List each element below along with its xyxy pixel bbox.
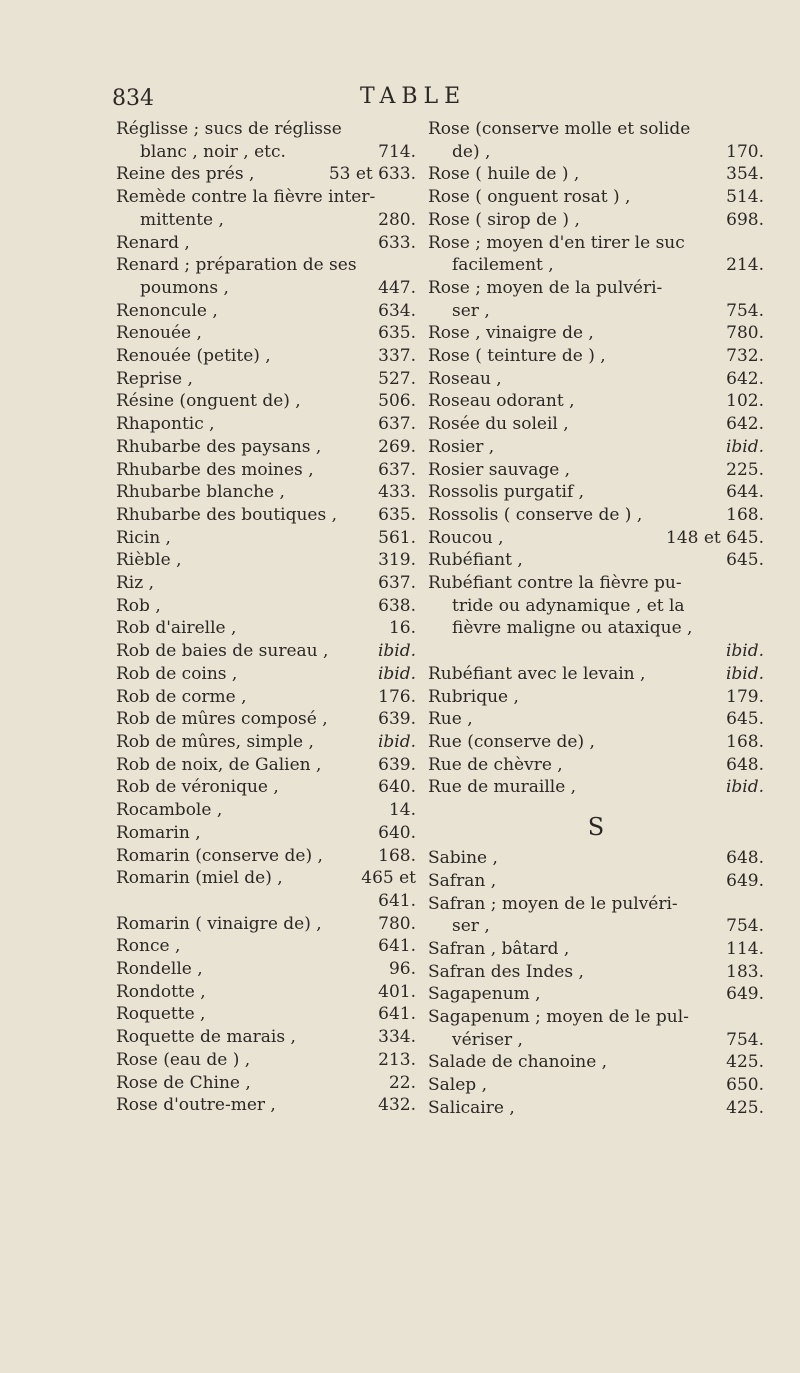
- index-entry: [116, 504, 416, 527]
- index-entry: [116, 368, 416, 391]
- entry-continuation: mittente ,: [140, 209, 224, 230]
- index-entry: [428, 436, 764, 459]
- index-entry: [116, 1094, 416, 1117]
- entry-heading: Roquette de marais ,: [116, 1027, 296, 1048]
- index-entry: [116, 935, 416, 958]
- entry-heading: Safran ,: [428, 870, 497, 891]
- page-reference: 183.: [726, 961, 764, 982]
- index-entry: [116, 867, 416, 912]
- page-reference: 633.: [378, 232, 416, 253]
- entry-heading: Reine des prés ,: [116, 164, 255, 185]
- entry-heading: Rubéfiant avec le levain ,: [428, 663, 646, 684]
- entry-continuation: fièvre maligne ou ataxique ,: [452, 618, 693, 639]
- index-entry: [428, 232, 764, 277]
- index-entry: [428, 870, 764, 893]
- entry-heading: Rose ; moyen de la pulvéri-: [428, 277, 663, 298]
- index-entry: [428, 504, 764, 527]
- entry-heading: Réglisse ; sucs de réglisse: [116, 119, 342, 139]
- index-section-s: [428, 847, 764, 1119]
- index-entry: [116, 1072, 416, 1095]
- index-entry: [428, 322, 764, 345]
- entry-heading: Rob de mûres, simple ,: [116, 731, 314, 752]
- index-entry: [428, 1074, 764, 1097]
- index-entry: [428, 527, 764, 550]
- page-reference: 641.: [378, 890, 416, 911]
- entry-continuation: poumons ,: [140, 277, 229, 298]
- page-reference: 401.: [378, 981, 416, 1002]
- page-reference: 114.: [726, 938, 764, 959]
- entry-heading: Rhubarbe blanche ,: [116, 482, 285, 503]
- page-reference: 16.: [388, 618, 416, 639]
- entry-continuation: [428, 640, 764, 663]
- index-entry: [116, 345, 416, 368]
- entry-heading: Renouée ,: [116, 323, 202, 344]
- index-column-right: [428, 118, 764, 1120]
- entry-heading: Salade de chanoine ,: [428, 1052, 608, 1073]
- page-reference: 635.: [378, 504, 416, 525]
- entry-heading: Rose ( sirop de ) ,: [428, 209, 580, 230]
- entry-heading: Salicaire ,: [428, 1097, 515, 1118]
- entry-heading: Rossolis ( conserve de ) ,: [428, 504, 643, 525]
- index-entry: [428, 686, 764, 709]
- entry-heading: Rondelle ,: [116, 959, 203, 980]
- entry-heading: Rubéfiant ,: [428, 550, 523, 571]
- index-entry: [116, 981, 416, 1004]
- index-entry: [428, 209, 764, 232]
- index-entry: [116, 459, 416, 482]
- index-entry: [116, 640, 416, 663]
- page-reference: 641.: [378, 936, 416, 957]
- entry-continuation: facilement ,: [452, 255, 554, 276]
- entry-heading: Sagapenum ; moyen de le pul-: [428, 1007, 689, 1028]
- page-reference: 225.: [726, 459, 764, 480]
- page-reference: 639.: [378, 709, 416, 730]
- index-column-left: [116, 118, 416, 1117]
- page-reference: 354.: [726, 164, 764, 185]
- page-reference: 96.: [388, 959, 416, 980]
- index-entry: [428, 163, 764, 186]
- entry-heading: Renard ; préparation de ses: [116, 255, 357, 276]
- page-reference: 168.: [726, 731, 764, 752]
- index-entry: [116, 686, 416, 709]
- entry-heading: Rose ( teinture de ) ,: [428, 346, 606, 367]
- entry-heading: Romarin (conserve de) ,: [116, 845, 323, 866]
- entry-heading: Rob ,: [116, 595, 161, 616]
- page-reference: 447.: [378, 277, 416, 298]
- page-reference: 334.: [378, 1027, 416, 1048]
- entry-heading: Roucou ,: [428, 527, 504, 548]
- entry-heading: Rondotte ,: [116, 981, 206, 1002]
- page-reference: ibid.: [725, 777, 764, 798]
- page-reference: 22.: [388, 1072, 416, 1093]
- entry-heading: Rose (conserve molle et solide: [428, 119, 691, 139]
- entry-heading: Rhubarbe des moines ,: [116, 459, 314, 480]
- page-reference: 641.: [378, 1004, 416, 1025]
- index-entry: [116, 572, 416, 595]
- entry-heading: Rose de Chine ,: [116, 1072, 251, 1093]
- page-reference: 168.: [378, 845, 416, 866]
- index-entry: [116, 1003, 416, 1026]
- entry-heading: Sabine ,: [428, 848, 498, 869]
- entry-heading: Rhapontic ,: [116, 414, 215, 435]
- index-entry: [116, 436, 416, 459]
- entry-heading: Résine (onguent de) ,: [116, 391, 301, 412]
- page-reference: 170.: [726, 141, 764, 162]
- index-entry: [116, 913, 416, 936]
- index-entry: [116, 776, 416, 799]
- index-entry: [116, 549, 416, 572]
- entry-heading: Rue (conserve de) ,: [428, 731, 595, 752]
- page-reference: 637.: [378, 414, 416, 435]
- index-entry: [116, 845, 416, 868]
- index-entry: [428, 847, 764, 870]
- entry-continuation: de) ,: [452, 141, 491, 162]
- entry-continuation: blanc , noir , etc.: [140, 141, 286, 162]
- index-entry: [116, 617, 416, 640]
- section-letter: S: [587, 813, 605, 842]
- entry-continuation: tride ou adynamique , et la: [452, 595, 685, 616]
- page-reference: 649.: [726, 984, 764, 1005]
- entry-heading: Rose , vinaigre de ,: [428, 323, 594, 344]
- page-reference: 754.: [726, 300, 764, 321]
- page-reference: ibid.: [725, 663, 764, 684]
- index-entry: [116, 186, 416, 231]
- index-entry: [428, 731, 764, 754]
- index-entry: [116, 731, 416, 754]
- index-entry: [116, 254, 416, 299]
- index-entry: [116, 754, 416, 777]
- page-reference: 506.: [378, 391, 416, 412]
- page-reference: 634.: [378, 300, 416, 321]
- index-entry: [428, 277, 764, 322]
- page-reference: 648.: [726, 754, 764, 775]
- index-entry: [116, 1026, 416, 1049]
- entry-heading: Sagapenum ,: [428, 984, 541, 1005]
- index-entry: [428, 776, 764, 799]
- index-entry: [116, 481, 416, 504]
- page-reference: 754.: [726, 1029, 764, 1050]
- entry-heading: Rocambole ,: [116, 800, 223, 821]
- entry-heading: Rob de baies de sureau ,: [116, 641, 329, 662]
- entry-heading: Rue de muraille ,: [428, 777, 577, 798]
- page-reference: 645.: [726, 709, 764, 730]
- entry-continuation: vériser ,: [452, 1029, 523, 1050]
- page-reference: ibid.: [725, 641, 764, 662]
- entry-heading: Rob de corme ,: [116, 686, 247, 707]
- index-entry: [428, 1006, 764, 1051]
- entry-heading: Reprise ,: [116, 368, 193, 389]
- page-reference: 732.: [726, 346, 764, 367]
- index-entry: [116, 958, 416, 981]
- page-reference: 650.: [726, 1075, 764, 1096]
- entry-heading: Rob de mûres composé ,: [116, 709, 328, 730]
- entry-heading: Rosier sauvage ,: [428, 459, 571, 480]
- page-reference: 102.: [726, 391, 764, 412]
- page-reference: 527.: [378, 368, 416, 389]
- page-reference: 319.: [378, 550, 416, 571]
- page-reference: 465 et: [361, 868, 416, 889]
- page-reference: 714.: [378, 141, 416, 162]
- index-entry: [428, 708, 764, 731]
- page-reference: 638.: [378, 595, 416, 616]
- index-entry: [428, 754, 764, 777]
- page-reference: 640.: [378, 822, 416, 843]
- entry-heading: Renoncule ,: [116, 300, 218, 321]
- page-reference: 213.: [378, 1049, 416, 1070]
- entry-heading: Ronce ,: [116, 936, 181, 957]
- page-reference: 642.: [726, 368, 764, 389]
- entry-heading: Roseau odorant ,: [428, 391, 575, 412]
- index-entry: [428, 459, 764, 482]
- page-reference: ibid.: [377, 663, 416, 684]
- page-reference: 425.: [726, 1052, 764, 1073]
- index-entry: [428, 118, 764, 163]
- page-reference: 425.: [726, 1097, 764, 1118]
- entry-heading: Rose ; moyen d'en tirer le suc: [428, 232, 685, 253]
- entry-heading: Safran ; moyen de le pulvéri-: [428, 893, 678, 914]
- index-entry: [428, 345, 764, 368]
- entry-heading: Renouée (petite) ,: [116, 346, 271, 367]
- entry-heading: Rossolis purgatif ,: [428, 482, 585, 503]
- page-reference: 280.: [378, 209, 416, 230]
- index-entry: [428, 413, 764, 436]
- page-reference: 269.: [378, 436, 416, 457]
- entry-heading: Rièble ,: [116, 550, 182, 571]
- page-reference: 561.: [378, 527, 416, 548]
- entry-heading: Rob d'airelle ,: [116, 618, 237, 639]
- page-reference: ibid.: [725, 436, 764, 457]
- index-entry: [428, 481, 764, 504]
- entry-continuation: ser ,: [452, 300, 490, 321]
- entry-heading: Safran , bâtard ,: [428, 938, 570, 959]
- entry-heading: Rosée du soleil ,: [428, 414, 569, 435]
- index-entry: [116, 595, 416, 618]
- page-reference: 179.: [726, 686, 764, 707]
- page-reference: 637.: [378, 459, 416, 480]
- page-number: 834: [112, 86, 154, 111]
- entry-heading: Rhubarbe des paysans ,: [116, 436, 322, 457]
- index-entry: [428, 368, 764, 391]
- page-reference: 176.: [378, 686, 416, 707]
- page-reference: 640.: [378, 777, 416, 798]
- page-reference: ibid.: [377, 731, 416, 752]
- page-reference: 639.: [378, 754, 416, 775]
- index-entry: [116, 322, 416, 345]
- entry-heading: Roquette ,: [116, 1004, 206, 1025]
- index-entry: [428, 549, 764, 572]
- page-reference: 635.: [378, 323, 416, 344]
- page-reference: 433.: [378, 482, 416, 503]
- page-reference: ibid.: [377, 641, 416, 662]
- entry-heading: Riz ,: [116, 573, 155, 594]
- page-reference: 645.: [726, 550, 764, 571]
- entry-heading: Rob de noix, de Galien ,: [116, 754, 322, 775]
- entry-heading: Rose ( huile de ) ,: [428, 164, 580, 185]
- index-entry: [428, 938, 764, 961]
- page-reference: 53 et 633.: [328, 164, 416, 185]
- page-reference: 14.: [388, 800, 416, 821]
- entry-heading: Safran des Indes ,: [428, 961, 584, 982]
- page-reference: 168.: [726, 504, 764, 525]
- page-reference: 337.: [378, 346, 416, 367]
- index-entry: [116, 413, 416, 436]
- entry-heading: Rosier ,: [428, 436, 495, 457]
- index-entry: [116, 118, 416, 163]
- index-entry: [428, 983, 764, 1006]
- page-reference: 648.: [726, 848, 764, 869]
- index-entry: [116, 163, 416, 186]
- index-entry: [116, 390, 416, 413]
- page-reference: 432.: [378, 1095, 416, 1116]
- entry-continuation: ser ,: [452, 916, 490, 937]
- entry-heading: Rob de coins ,: [116, 663, 238, 684]
- index-entry: [116, 527, 416, 550]
- index-entry: [428, 1051, 764, 1074]
- index-section-r: [428, 118, 764, 799]
- page-reference: 780.: [378, 913, 416, 934]
- index-entry: [428, 663, 764, 686]
- index-entry: [428, 1097, 764, 1120]
- index-entry: [116, 1049, 416, 1072]
- entry-continuation: [116, 890, 416, 913]
- page-reference: 780.: [726, 323, 764, 344]
- page-reference: 698.: [726, 209, 764, 230]
- index-entry: [116, 300, 416, 323]
- index-entry: [428, 893, 764, 938]
- entry-heading: Romarin ,: [116, 822, 201, 843]
- running-head: TABLE: [360, 84, 467, 109]
- entry-heading: Rubéfiant contre la fièvre pu-: [428, 573, 682, 594]
- page-reference: 649.: [726, 870, 764, 891]
- index-entry: [428, 961, 764, 984]
- page-reference: 644.: [726, 482, 764, 503]
- entry-heading: Ricin ,: [116, 527, 171, 548]
- entry-heading: Renard ,: [116, 232, 190, 253]
- entry-heading: Rose (eau de ) ,: [116, 1049, 251, 1070]
- page-reference: 754.: [726, 916, 764, 937]
- index-entry: [116, 799, 416, 822]
- page-reference: 214.: [726, 255, 764, 276]
- index-entry: [116, 663, 416, 686]
- index-entry: [428, 572, 764, 663]
- entry-heading: Salep ,: [428, 1075, 487, 1096]
- index-entry: [428, 186, 764, 209]
- entry-heading: Rue ,: [428, 709, 473, 730]
- page-reference: 642.: [726, 414, 764, 435]
- entry-heading: Rob de véronique ,: [116, 777, 279, 798]
- page-reference: 514.: [726, 187, 764, 208]
- entry-heading: Rose d'outre-mer ,: [116, 1095, 276, 1116]
- entry-heading: Romarin (miel de) ,: [116, 868, 283, 889]
- page-reference: 637.: [378, 573, 416, 594]
- index-entry: [116, 232, 416, 255]
- entry-heading: Roseau ,: [428, 368, 502, 389]
- index-entry: [116, 708, 416, 731]
- entry-heading: Rose ( onguent rosat ) ,: [428, 187, 631, 208]
- entry-heading: Rue de chèvre ,: [428, 754, 563, 775]
- entry-heading: Romarin ( vinaigre de) ,: [116, 913, 322, 934]
- entry-heading: Remède contre la fièvre inter-: [116, 187, 376, 208]
- page-reference: 148 et 645.: [666, 527, 764, 548]
- entry-heading: Rubrique ,: [428, 686, 519, 707]
- entry-heading: Rhubarbe des boutiques ,: [116, 504, 338, 525]
- index-entry: [116, 822, 416, 845]
- index-entry: [428, 390, 764, 413]
